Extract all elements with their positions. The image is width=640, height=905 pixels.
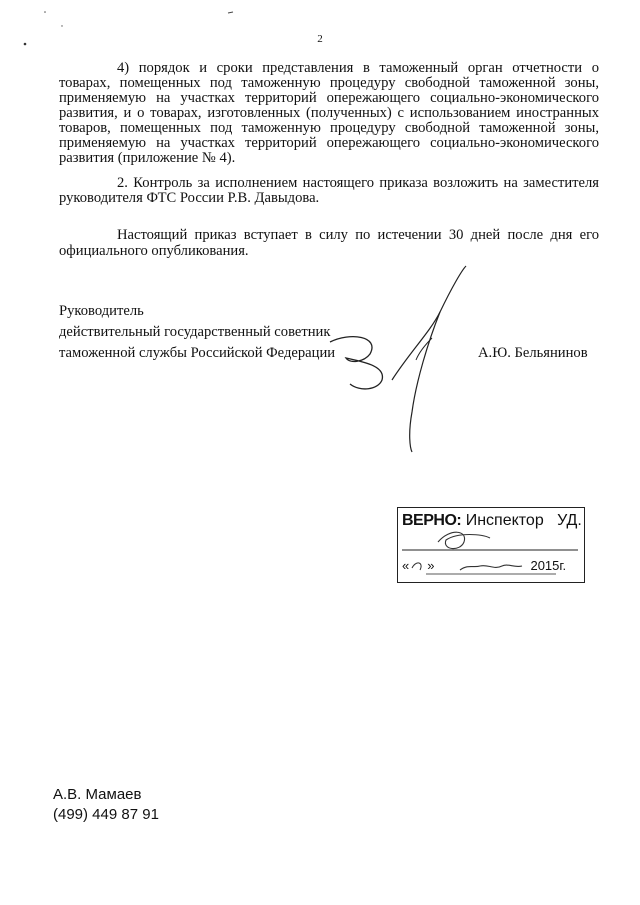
- stamp-date-open: «: [402, 558, 410, 573]
- paragraph-effective-date: Настоящий приказ вступает в силу по истечении 30 дней после дня его официального опубликования.: [59, 227, 599, 259]
- signatory-title-1: Руководитель: [59, 303, 144, 319]
- paragraph-item-4: 4) порядок и сроки представления в таможенный орган отчетности о товарах, помещенных под таможенную процедуру свободной таможенной зоны, применяемую на участках территорий опережающего социально-экономического развития, и о товарах, изготовленных (полученных) с использованием иностранных товаров, помещенных под таможенную процедуру свободной таможенной зоны, применяемую на участках территорий опережающего социально-экономического развития (приложение № 4).: [59, 60, 599, 166]
- stamp-year: 2015: [530, 558, 560, 573]
- signatory-name: А.Ю. Бельянинов: [478, 345, 588, 361]
- stamp-position: Инспектор: [465, 512, 544, 529]
- paragraph-control: 2. Контроль за исполнением настоящего приказа возложить на заместителя руководителя ФТС России Р.В. Давыдова.: [59, 175, 599, 206]
- executor-phone: (499) 449 87 91: [53, 806, 159, 823]
- stamp-date-close: »: [427, 558, 435, 573]
- stamp-dept: УД.: [557, 512, 582, 529]
- page-number: 2: [317, 33, 323, 45]
- certification-stamp: [397, 507, 585, 583]
- stamp-year-suffix: г.: [559, 558, 567, 573]
- handwritten-signature: [320, 262, 500, 462]
- executor-name: А.В. Мамаев: [53, 786, 142, 803]
- signatory-title-2: действительный государственный советник: [59, 324, 331, 340]
- stamp-verno: ВЕРНО:: [402, 512, 462, 529]
- scan-specks: [0, 0, 640, 60]
- signatory-title-3: таможенной службы Российской Федерации: [59, 345, 336, 361]
